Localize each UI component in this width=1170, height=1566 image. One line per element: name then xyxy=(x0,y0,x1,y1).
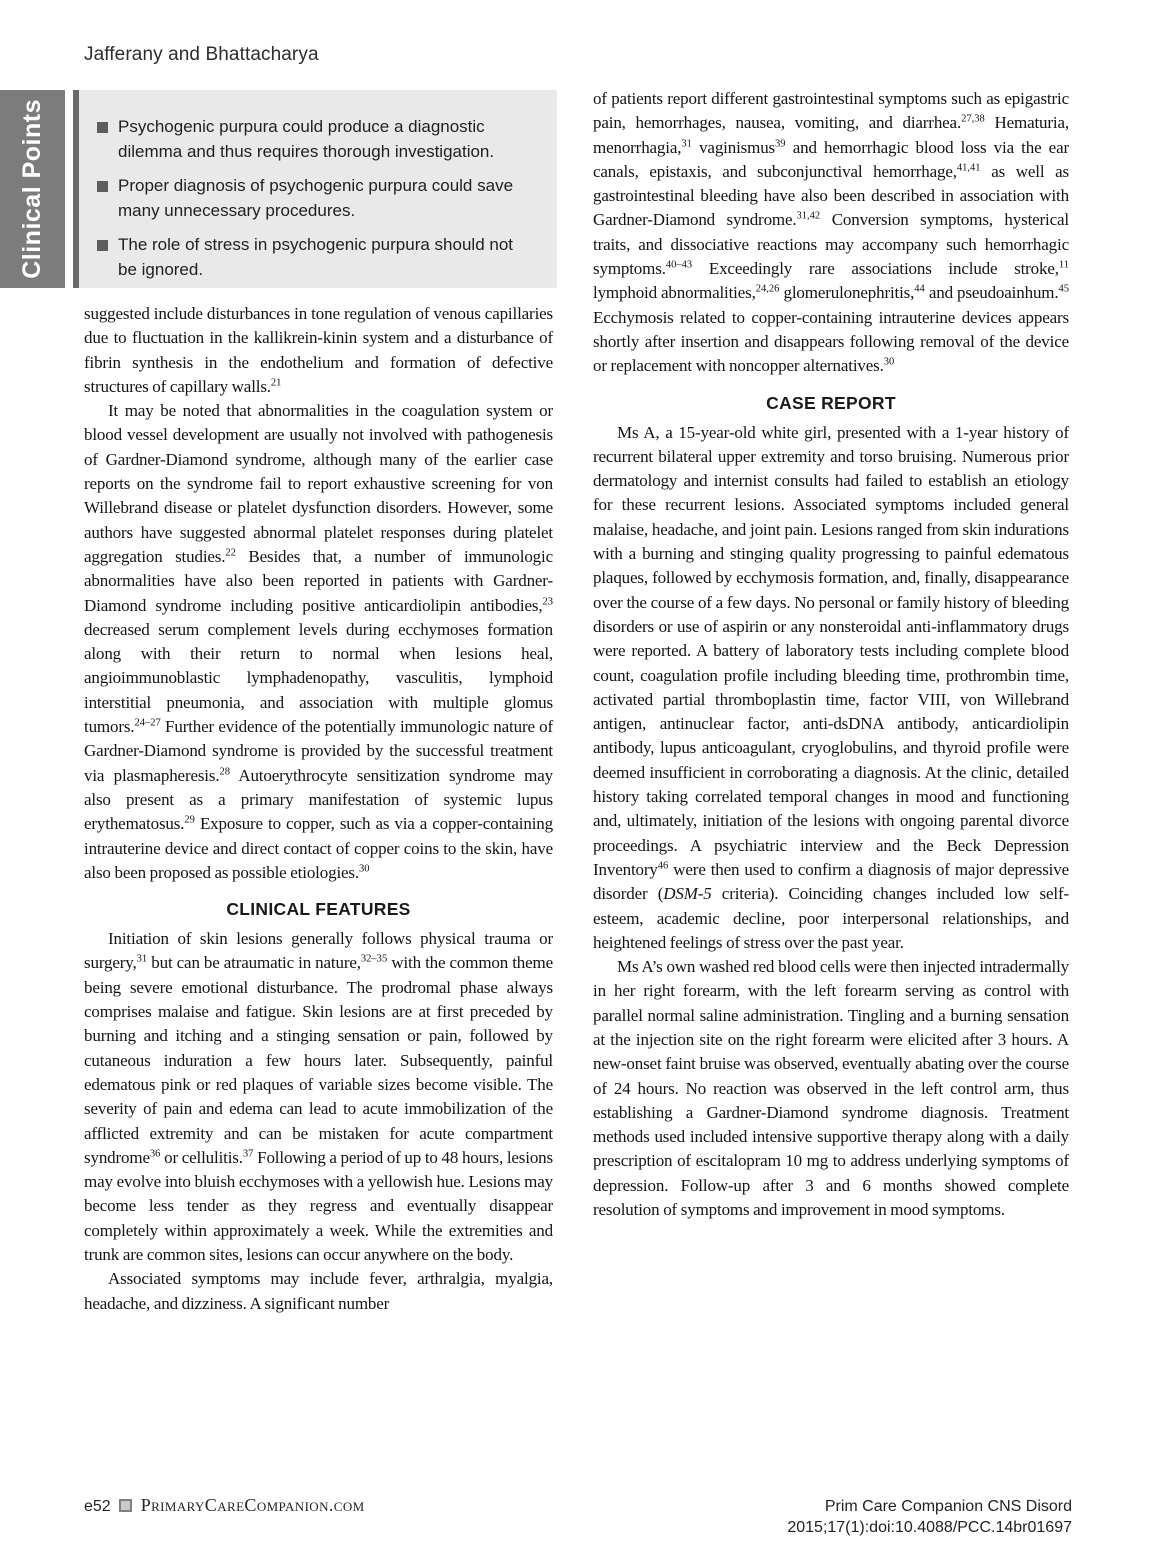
site-square-icon xyxy=(119,1499,132,1512)
paragraph: Ms A’s own washed red blood cells were then injected intradermally in her right forearm, with the left forearm serving as control with parallel normal saline administration. Tingling and a burning sensation at the injection site on the right forearm were elicited after 3 hours. A new-onset faint bruise was observed, eventually abating over the course of 24 hours. No reaction was observed in the left control arm, thus establishing a Gardner-Diamond syndrome diagnosis. Treatment methods used included intensive supportive therapy along with a daily prescription of escitalopram 10 mg to address underlying symptoms of depression. Follow-up after 3 and 6 months showed complete resolution of symptoms and improvement in mood symptoms. xyxy=(593,957,1069,1220)
footer-left xyxy=(84,1495,365,1516)
page-number: e52 xyxy=(84,1498,111,1515)
right-column xyxy=(593,87,1069,1222)
journal-name: Prim Care Companion CNS Disord xyxy=(824,1498,1072,1515)
clinical-points-sidebar-label: Clinical Points xyxy=(18,99,46,279)
site-name: PrimaryCareCompanion.com xyxy=(140,1495,365,1515)
clinical-points-sidebar-tab xyxy=(0,90,65,288)
paragraph: suggested include disturbances in tone regulation of venous capillaries due to fluctuation in the kallikrein-kinin system and a disturbance of fibrin synthesis in the endothelium and formation of defective structures of capillary walls.$^{21}$ xyxy=(84,304,553,396)
bullet-square-icon xyxy=(97,181,108,192)
paragraph: It may be noted that abnormalities in the coagulation system or blood vessel development are usually not involved with pathogenesis of Gardner-Diamond syndrome, although many of the earlier case reports on the syndrome fail to report exhaustive screening for von Willebrand disease or platelet dysfunction disorders. However, some authors have suggested abnormal platelet responses during platelet aggregation studies.$^{22}$ Besides that, a number of immunologic abnormalities have also been reported in patients with Gardner-Diamond syndrome including positive anticardiolipin antibodies,$^{23}$ decreased serum complement levels during ecchymoses formation along with their return to normal when lesions heal, angioimmunoblastic lymphadenopathy, vasculitis, lymphoid interstitial pneumonia, and association with multiple glomus tumors.$^{24-27}$ Further evidence of the potentially immunologic nature of Gardner-Diamond syndrome is provided by the successful treatment via plasmapheresis.$^{28}$ Autoerythrocyte sensitization syndrome may also present as a primary manifestation of systemic lupus erythematosus.$^{29}$ Exposure to copper, such as via a copper-containing intrauterine device and direct contact of copper coins to the skin, have also been proposed as possible etiologies.$^{30}$ xyxy=(84,401,553,882)
clinical-point-text: Psychogenic purpura could produce a diagnostic dilemma and thus requires thorough investigation. xyxy=(118,117,495,161)
left-column xyxy=(84,302,553,1316)
clinical-point-text: The role of stress in psychogenic purpura should not be ignored. xyxy=(118,235,514,279)
paragraph: Ms A, a 15-year-old white girl, presented with a 1-year history of recurrent bilateral upper extremity and torso bruising. Numerous prior dermatology and internist consults had failed to establish an etiology for these recurrent lesions. Associated symptoms included general malaise, headache, and joint pain. Lesions ranged from skin indurations with a burning and stinging quality progressing to painful edematous plaques, followed by ecchymosis formation, and, finally, disappearance over the course of a few days. No personal or family history of bleeding disorders or use of aspirin or any nonsteroidal anti-inflammatory drugs were reported. A battery of laboratory tests including complete blood count, coagulation profile including bleeding time, prothrombin time, activated partial thromboplastin time, factor VIII, von Willebrand antigen, antinuclear factor, anti-dsDNA antibody, anticardiolipin antibody, lupus anticoagulant, cryoglobulins, and thyroid profile were deemed insufficient in corroborating a diagnosis. At the clinic, detailed history taking correlated temporal changes in mood and functioning and, ultimately, initiation of the lesions with ongoing parental divorce proceedings. A psychiatric interview and the Beck Depression Inventory$^{46}$ were then used to confirm a diagnosis of major depressive disorder (DSM-5 criteria). Coinciding changes included low self-esteem, academic decline, poor interpersonal relationships, and heightened feelings of stress over the past year. xyxy=(593,422,1069,952)
paragraph: Initiation of skin lesions generally follows physical trauma or surgery,$^{31}$ but can be atraumatic in nature,$^{32-35}$ with the common theme being severe emotional disturbance. The prodromal phase always comprises malaise and fatigue. Skin lesions are at first preceded by burning and itching and a stinging sensation or pain, followed by cutaneous induration a few hours later. Subsequently, painful edematous pink or red plaques of variable sizes become visible. The severity of pain and edema can lead to acute immobilization of the afflicted extremity and can be mistaken for acute compartment syndrome$^{36}$ or cellulitis.$^{37}$ Following a period of up to 48 hours, lesions may evolve into bluish ecchymoses with a yellowish hue. Lesions may become less tender as they regress and eventually disappear completely within approximately a week. While the extremities and trunk are common sites, lesions can occur anywhere on the body. xyxy=(84,929,553,1264)
clinical-point-text: Proper diagnosis of psychogenic purpura could save many unnecessary procedures. xyxy=(118,176,514,220)
paragraph: Associated symptoms may include fever, arthralgia, myalgia, headache, and dizziness. A significant number xyxy=(84,1269,553,1313)
footer-right xyxy=(787,1496,1072,1538)
clinical-point-item xyxy=(97,174,535,223)
citation: 2015;17(1):doi:10.4088/PCC.14br01697 xyxy=(787,1519,1072,1536)
running-head-authors: Jafferany and Bhattacharya xyxy=(84,44,319,65)
bullet-square-icon xyxy=(97,122,108,133)
clinical-points-box xyxy=(79,90,557,288)
section-heading: CASE REPORT xyxy=(766,392,896,413)
clinical-point-item xyxy=(97,115,535,164)
section-heading: CLINICAL FEATURES xyxy=(226,899,411,920)
paragraph: of patients report different gastrointestinal symptoms such as epigastric pain, hemorrhages, nausea, vomiting, and diarrhea.$^{27,38}$ Hematuria, menorrhagia,$^{31}$ vaginismus$^{39}$ and hemorrhagic blood loss via the ear canals, epistaxis, and subconjunctival hemorrhage,$^{41,41}$ as well as gastrointestinal bleeding have also been described in association with Gardner-Diamond syndrome.$^{31,42}$ Conversion symptoms, hysterical traits, and dissociative reactions may accompany such hemorrhagic symptoms.$^{40-43}$ Exceedingly rare associations include stroke,$^{11}$ lymphoid abnormalities,$^{24,26}$ glomerulonephritis,$^{44}$ and pseudoainhum.$^{45}$ Ecchymosis related to copper-containing intrauterine devices appears shortly after insertion and disappears following removal of the device or replacement with noncopper alternatives.$^{30}$ xyxy=(593,89,1070,376)
bullet-square-icon xyxy=(97,240,108,251)
clinical-point-item xyxy=(97,233,535,282)
